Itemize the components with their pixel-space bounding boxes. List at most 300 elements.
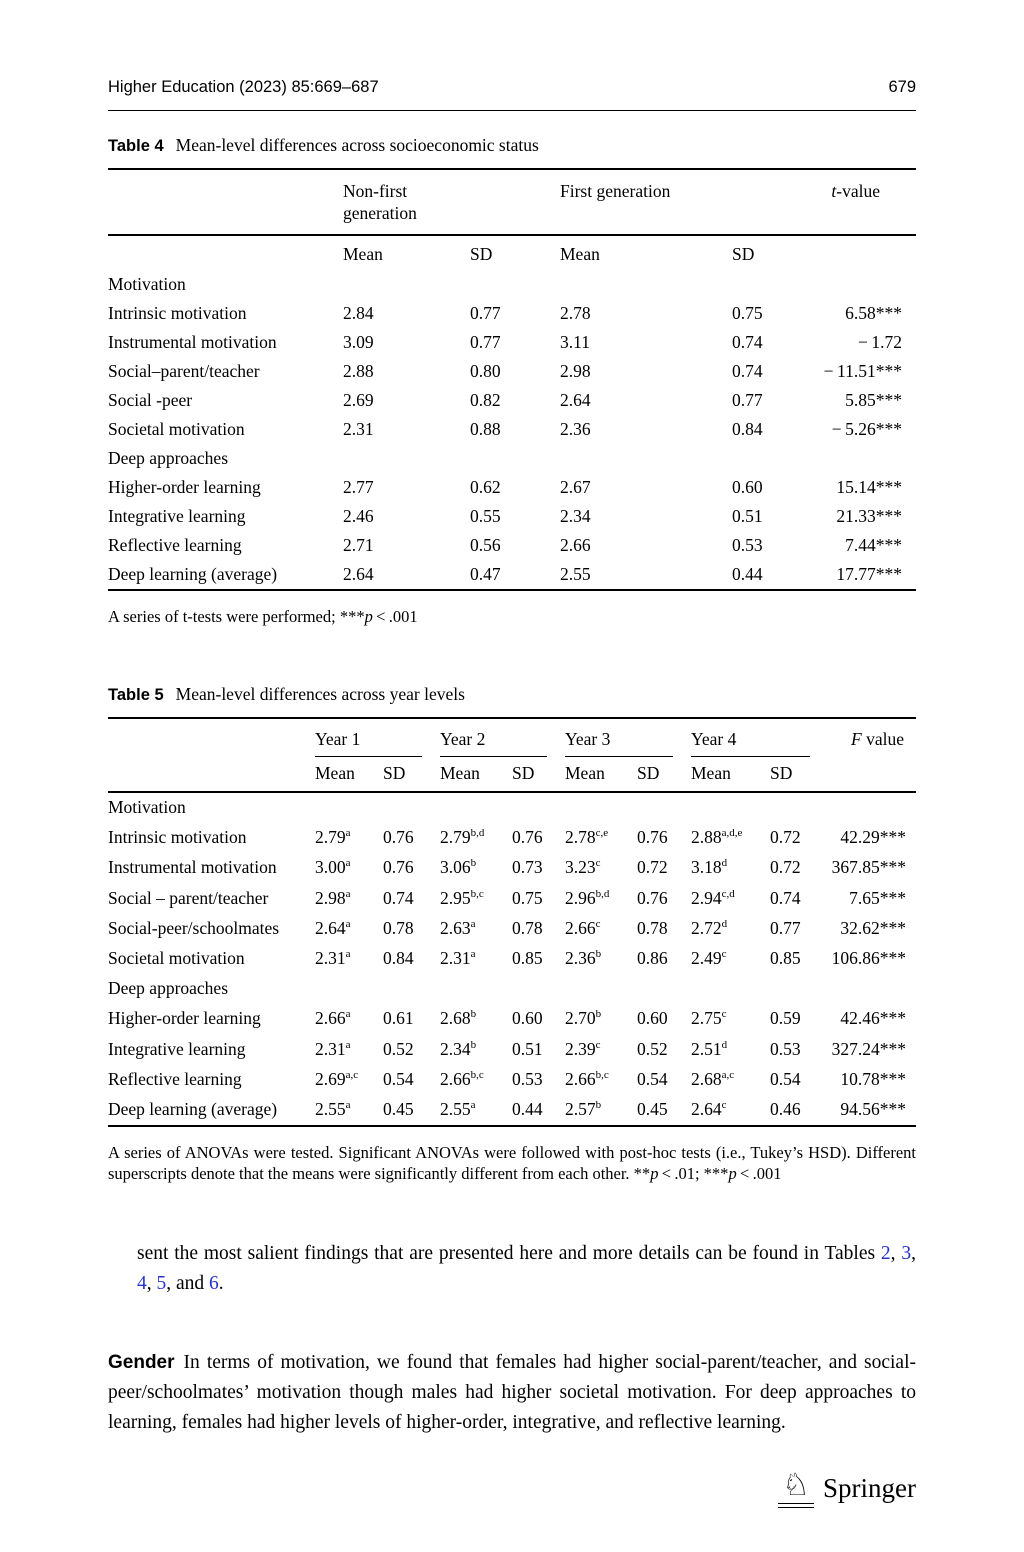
mean-y1 [315,913,383,943]
superscript: a [345,827,351,840]
table2-link[interactable]: 2 [880,1243,891,1265]
mean-value: 2.51 [691,1038,722,1059]
superscript: a [470,948,476,961]
sd-first: 0.44 [732,563,763,584]
mean-first: 2.67 [560,476,591,497]
sd-y3: 0.72 [637,857,668,878]
row-label: Integrative learning [108,505,246,526]
sd-nonfirst: 0.47 [470,563,501,584]
sd-y2: 0.73 [512,857,543,878]
mean-y3 [565,883,637,913]
mean-y3 [565,913,637,943]
t-value: 7.44*** [845,534,903,555]
sd-y3: 0.76 [637,887,668,908]
logo-line [778,1507,814,1508]
footnote-text: < .01; *** [658,1164,729,1184]
sd-nonfirst: 0.56 [470,534,501,555]
t-value: − 11.51*** [823,360,903,381]
row-label: Deep learning (average) [108,1098,278,1119]
mean-value: 2.36 [565,948,596,969]
superscript: a,c [721,1068,735,1081]
col-label-first: First generation [560,181,671,201]
sd-y1: 0.74 [383,887,414,908]
superscript: b [595,1008,602,1021]
mean-nonfirst: 2.88 [343,360,374,381]
table-row [108,823,916,853]
paragraph-text: . [218,1272,224,1294]
f-value: 42.29*** [840,827,906,848]
mean-value: 2.31 [440,948,471,969]
col-label-year2: Year 2 [440,729,547,757]
sd-nonfirst: 0.55 [470,505,501,526]
t-italic: t [831,181,837,201]
paragraph-text: , [890,1243,902,1265]
mean-first: 2.66 [560,534,591,555]
table4-label: Table 4 [108,137,164,155]
row-label: Societal motivation [108,948,245,969]
superscript: b [470,1038,477,1051]
springer-knight-icon [778,1467,814,1508]
table-row [108,473,916,502]
gender-paragraph [108,1348,916,1437]
mean-value: 2.75 [691,1008,722,1029]
mean-y2 [440,853,512,883]
mean-value: 3.18 [691,857,722,878]
superscript: c,d [721,887,735,900]
table-row [108,853,916,883]
f-value: 42.46*** [840,1008,906,1029]
table6-link[interactable]: 6 [209,1272,219,1294]
mean-value: 2.95 [440,887,471,908]
table5-group-header-row [108,718,916,757]
row-label: Instrumental motivation [108,331,277,352]
mean-value: 2.34 [440,1038,471,1059]
mean-nonfirst: 2.77 [343,476,374,497]
sd-y4: 0.54 [770,1068,801,1089]
mean-y4 [691,823,770,853]
mean-value: 2.63 [440,917,471,938]
sd-y2: 0.76 [512,827,543,848]
paragraph-text: In terms of motivation, we found that females had higher social-parent/teacher, and social-peer/schoolmates’ motivation though males had higher societal motivation. For deep approaches to learning, females had higher levels of higher-order, integrative, and reflective learning. [108,1352,916,1433]
table-row [108,1064,916,1094]
sd-y2: 0.78 [512,917,543,938]
table-row [108,560,916,590]
sd-y4: 0.85 [770,948,801,969]
table-row [108,531,916,560]
f-value: 327.24*** [831,1038,906,1059]
row-label: Intrinsic motivation [108,302,247,323]
superscript: c [721,948,727,961]
mean-first: 2.34 [560,505,591,526]
mean-y1 [315,853,383,883]
empty-cell [818,235,916,270]
f-value: 32.62*** [840,917,906,938]
mean-y2 [440,1094,512,1125]
publisher-name: Springer [823,1473,916,1504]
empty-cell [108,757,315,792]
row-label: Social -peer [108,389,193,410]
table-row [108,1094,916,1125]
p-italic: p [728,1164,737,1184]
t-value: 15.14*** [836,476,903,497]
row-label: Reflective learning [108,1068,242,1089]
mean-value: 2.66 [565,917,596,938]
mean-y1 [315,1004,383,1034]
sd-y1: 0.54 [383,1068,414,1089]
mean-y3 [565,853,637,883]
superscript: d [721,857,728,870]
table-group-row [108,792,916,823]
paragraph-text: , [911,1243,916,1265]
superscript: d [721,918,728,931]
table5-col-year1 [315,718,440,757]
mean-y3 [565,1094,637,1125]
mean-y1 [315,943,383,973]
sd-y1: 0.84 [383,948,414,969]
col-label-year4: Year 4 [691,729,810,757]
subheader-sd1: SD [470,243,493,264]
sd-y1: 0.78 [383,917,414,938]
sd-y4: 0.74 [770,887,801,908]
sd-first: 0.60 [732,476,763,497]
mean-value: 2.79 [440,827,471,848]
superscript: a,d,e [721,827,743,840]
mean-nonfirst: 2.31 [343,418,374,439]
mean-y1 [315,883,383,913]
sd-y2: 0.85 [512,948,543,969]
group-label: Motivation [108,273,186,294]
sd-y2: 0.44 [512,1098,543,1119]
superscript: a,c [345,1068,359,1081]
t-value: 5.85*** [845,389,903,410]
sd-nonfirst: 0.82 [470,389,501,410]
table4-caption [108,135,916,156]
table-group-row [108,444,916,473]
superscript: b [470,857,477,870]
row-label: Reflective learning [108,534,242,555]
table-row [108,415,916,444]
superscript: c [595,918,601,931]
superscript: c,e [595,827,609,840]
table-row [108,386,916,415]
table-row [108,883,916,913]
mean-value: 2.66 [315,1008,346,1029]
table-row [108,328,916,357]
mean-value: 2.55 [315,1098,346,1119]
mean-value: 2.79 [315,827,346,848]
paragraph-text: sent the most salient findings that are presented here and more details can be found in [137,1243,825,1265]
mean-value: 3.00 [315,857,346,878]
table4-caption-text: Mean-level differences across socioeconomic status [175,135,539,155]
mean-value: 2.78 [565,827,596,848]
mean-first: 2.55 [560,563,591,584]
sd-first: 0.84 [732,418,763,439]
sd-y4: 0.77 [770,917,801,938]
table5-col-year2 [440,718,565,757]
footnote-text: < .001 [372,606,418,626]
t-value: 21.33*** [836,505,903,526]
superscript: a [345,887,351,900]
table4-subheader-row [108,235,916,270]
col-label-year3: Year 3 [565,729,673,757]
mean-value: 2.49 [691,948,722,969]
empty-cell [828,757,916,792]
springer-logo [778,1467,916,1508]
superscript: c [595,857,601,870]
mean-y2 [440,823,512,853]
mean-value: 2.31 [315,1038,346,1059]
superscript: c [721,1099,727,1112]
superscript: b,c [470,887,484,900]
row-label: Instrumental motivation [108,857,277,878]
row-label: Intrinsic motivation [108,827,247,848]
p-italic: p [364,606,373,626]
mean-y1 [315,1094,383,1125]
superscript: b,c [470,1068,484,1081]
mean-y3 [565,943,637,973]
footnote-text: A series of t-tests were performed; *** [108,606,365,626]
superscript: a [345,1008,351,1021]
sd-y1: 0.61 [383,1008,414,1029]
page-number: 679 [888,78,916,96]
superscript: a [345,948,351,961]
mean-value: 2.31 [315,948,346,969]
table5-col-fvalue [828,718,916,757]
mean-value: 2.88 [691,827,722,848]
sd-y1: 0.76 [383,857,414,878]
mean-y4 [691,1004,770,1034]
sd-first: 0.74 [732,331,763,352]
sd-y4: 0.72 [770,857,801,878]
subheader-sd: SD [770,757,828,792]
table5-subheader-row [108,757,916,792]
table5-caption [108,684,916,705]
journal-reference: Higher Education (2023) 85:669–687 [108,78,379,96]
mean-y3 [565,823,637,853]
sd-y1: 0.45 [383,1098,414,1119]
mean-y3 [565,1004,637,1034]
mean-value: 2.66 [440,1068,471,1089]
row-label: Integrative learning [108,1038,246,1059]
mean-y2 [440,883,512,913]
mean-y4 [691,1034,770,1064]
mean-first: 2.64 [560,389,591,410]
f-value: 94.56*** [840,1098,906,1119]
mean-value: 2.57 [565,1098,596,1119]
f-value: 106.86*** [831,948,906,969]
mean-y4 [691,853,770,883]
mean-y2 [440,1004,512,1034]
table5-label: Table 5 [108,685,164,704]
footnote-text: A series of ANOVAs were tested. Significant ANOVAs were followed with post-hoc tests (i.e., Tukey’s HSD). Different superscripts denote that the means were significantly different from each other. ** [108,1142,916,1184]
table5 [108,717,916,1127]
table4 [108,168,916,591]
sd-y1: 0.52 [383,1038,414,1059]
sd-y3: 0.52 [637,1038,668,1059]
mean-nonfirst: 3.09 [343,331,374,352]
mean-y4 [691,943,770,973]
sd-y2: 0.75 [512,887,543,908]
sd-y2: 0.60 [512,1008,543,1029]
superscript: b [470,1008,477,1021]
t-value: 17.77*** [836,563,903,584]
row-label: Higher-order learning [108,1008,261,1029]
mean-value: 2.64 [315,917,346,938]
table-row [108,913,916,943]
superscript: a [345,1099,351,1112]
sd-y3: 0.76 [637,827,668,848]
table5-col-year4 [691,718,828,757]
mean-value: 2.66 [565,1068,596,1089]
empty-cell [108,235,343,270]
subheader-sd: SD [383,757,440,792]
sd-nonfirst: 0.62 [470,476,501,497]
superscript: a [470,1099,476,1112]
subheader-mean: Mean [565,757,637,792]
sd-y3: 0.54 [637,1068,668,1089]
table5-caption-text: Mean-level differences across year levels [175,683,465,704]
sd-y3: 0.60 [637,1008,668,1029]
f-value: 10.78*** [840,1068,906,1089]
mean-value: 2.98 [315,887,346,908]
superscript: b,c [595,1068,609,1081]
subheader-mean2: Mean [560,243,600,264]
sd-y4: 0.59 [770,1008,801,1029]
mean-nonfirst: 2.69 [343,389,374,410]
page-header [108,0,916,111]
table-row [108,1034,916,1064]
sd-nonfirst: 0.80 [470,360,501,381]
table-row [108,502,916,531]
table5-footnote [108,1142,916,1186]
sd-y3: 0.78 [637,917,668,938]
mean-nonfirst: 2.46 [343,505,374,526]
superscript: a [345,1038,351,1051]
body-paragraph [137,1239,916,1298]
logo-line [778,1503,814,1504]
table4-col-first [560,169,818,235]
mean-y1 [315,1034,383,1064]
mean-y4 [691,1094,770,1125]
col-label-nonfirst: Non-first generation [343,181,417,223]
superscript: c [721,1008,727,1021]
mean-first: 3.11 [560,331,590,352]
table-group-row [108,270,916,299]
sd-y4: 0.46 [770,1098,801,1119]
sd-nonfirst: 0.77 [470,331,501,352]
paragraph-text: , [146,1272,157,1294]
mean-first: 2.36 [560,418,591,439]
col-label-year1: Year 1 [315,729,422,757]
mean-y2 [440,913,512,943]
sd-first: 0.77 [732,389,763,410]
subheader-mean1: Mean [343,243,383,264]
sd-nonfirst: 0.88 [470,418,501,439]
sd-y2: 0.53 [512,1068,543,1089]
row-label: Social – parent/teacher [108,887,269,908]
mean-y4 [691,1064,770,1094]
superscript: a [345,857,351,870]
mean-y4 [691,913,770,943]
superscript: b [595,1099,602,1112]
f-value: 367.85*** [831,857,906,878]
footnote-text: < .001 [736,1164,782,1184]
mean-value: 2.64 [691,1098,722,1119]
mean-y3 [565,1064,637,1094]
table4-col-nonfirst [343,169,560,235]
sd-y3: 0.86 [637,948,668,969]
paragraph-text: Tables [824,1243,881,1265]
table3-link[interactable]: 3 [901,1243,912,1265]
subheader-sd2: SD [732,243,755,264]
table4-corner [108,169,343,235]
subheader-sd: SD [512,757,565,792]
mean-y2 [440,1064,512,1094]
row-label: Deep learning (average) [108,563,278,584]
mean-y1 [315,823,383,853]
group-label: Deep approaches [108,447,229,468]
table-row [108,943,916,973]
table5-corner [108,718,315,757]
mean-value: 2.69 [315,1068,346,1089]
table5-link[interactable]: 5 [156,1272,167,1294]
sd-y4: 0.72 [770,827,801,848]
mean-nonfirst: 2.64 [343,563,374,584]
t-value: − 1.72 [858,331,903,352]
mean-value: 2.68 [440,1008,471,1029]
f-value: 7.65*** [849,887,906,908]
superscript: b,d [595,887,610,900]
sd-first: 0.53 [732,534,763,555]
table4-col-tvalue [818,169,916,235]
mean-value: 3.23 [565,857,596,878]
t-rest: -value [836,181,881,201]
mean-first: 2.78 [560,302,591,323]
superscript: a [345,918,351,931]
table-row [108,1004,916,1034]
table-row [108,299,916,328]
t-value: 6.58*** [845,302,903,323]
sd-first: 0.51 [732,505,763,526]
t-value: − 5.26*** [831,418,903,439]
paragraph-text: , and [166,1272,210,1294]
mean-y3 [565,1034,637,1064]
subheader-mean: Mean [691,757,770,792]
f-rest: value [861,728,904,749]
sd-y2: 0.51 [512,1038,543,1059]
sd-first: 0.75 [732,302,763,323]
sd-y4: 0.53 [770,1038,801,1059]
subheader-mean: Mean [440,757,512,792]
mean-y1 [315,1064,383,1094]
sd-nonfirst: 0.77 [470,302,501,323]
table5-col-year3 [565,718,691,757]
table-row [108,357,916,386]
mean-y4 [691,883,770,913]
knight-glyph: ♘ [782,1467,810,1503]
mean-y2 [440,943,512,973]
table-group-row [108,974,916,1004]
table4-link[interactable]: 4 [137,1272,147,1294]
mean-value: 2.72 [691,917,722,938]
mean-value: 2.68 [691,1068,722,1089]
mean-nonfirst: 2.71 [343,534,374,555]
f-italic: F [851,728,862,749]
superscript: a [470,918,476,931]
sd-y1: 0.76 [383,827,414,848]
mean-value: 2.70 [565,1008,596,1029]
superscript: b [595,948,602,961]
